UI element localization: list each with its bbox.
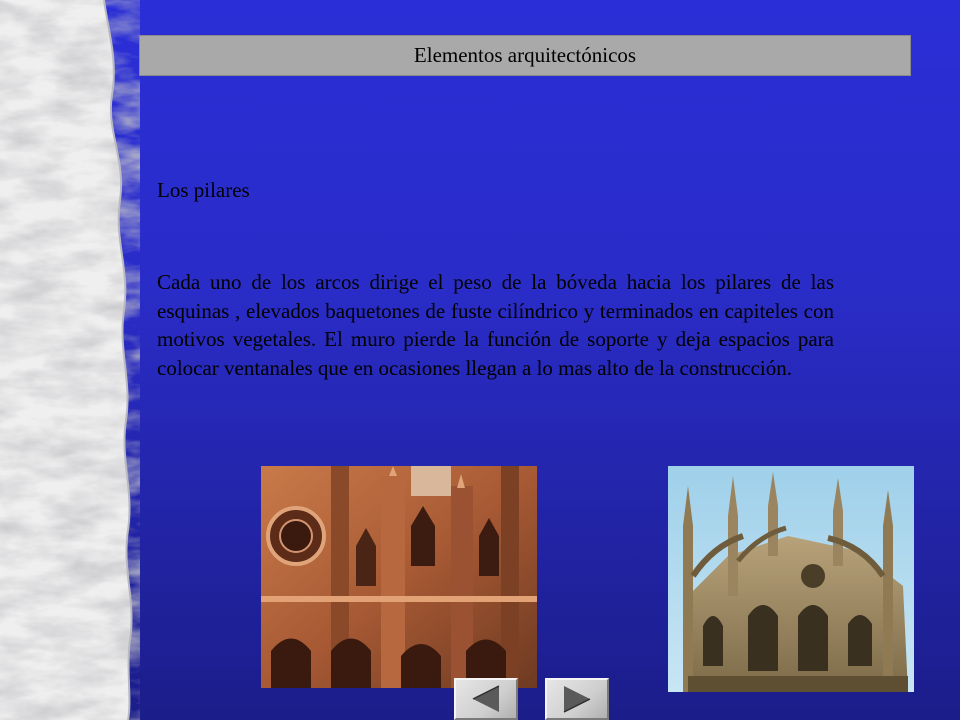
slide-title: Elementos arquitectónicos xyxy=(413,43,637,67)
previous-slide-button[interactable] xyxy=(454,678,518,720)
triangle-right-icon xyxy=(560,684,594,714)
section-heading: Los pilares xyxy=(157,178,250,202)
triangle-left-icon xyxy=(469,684,503,714)
marble-border-decoration xyxy=(0,0,140,720)
body-paragraph: Cada uno de los arcos dirige el peso de la bóveda hacia los pilares de las esquinas , elevados baquetones de fuste cilíndrico y terminados en capiteles con motivos vegetales. El muro pierde la función de soporte y deja espacios para colocar ventanales que en ocasiones llegan a lo mas alto de la construcción. xyxy=(157,270,834,380)
cathedral-facade-photo xyxy=(261,466,537,688)
cathedral-apse-photo xyxy=(668,466,914,692)
slide-title-bar xyxy=(139,35,911,76)
next-slide-button[interactable] xyxy=(545,678,609,720)
